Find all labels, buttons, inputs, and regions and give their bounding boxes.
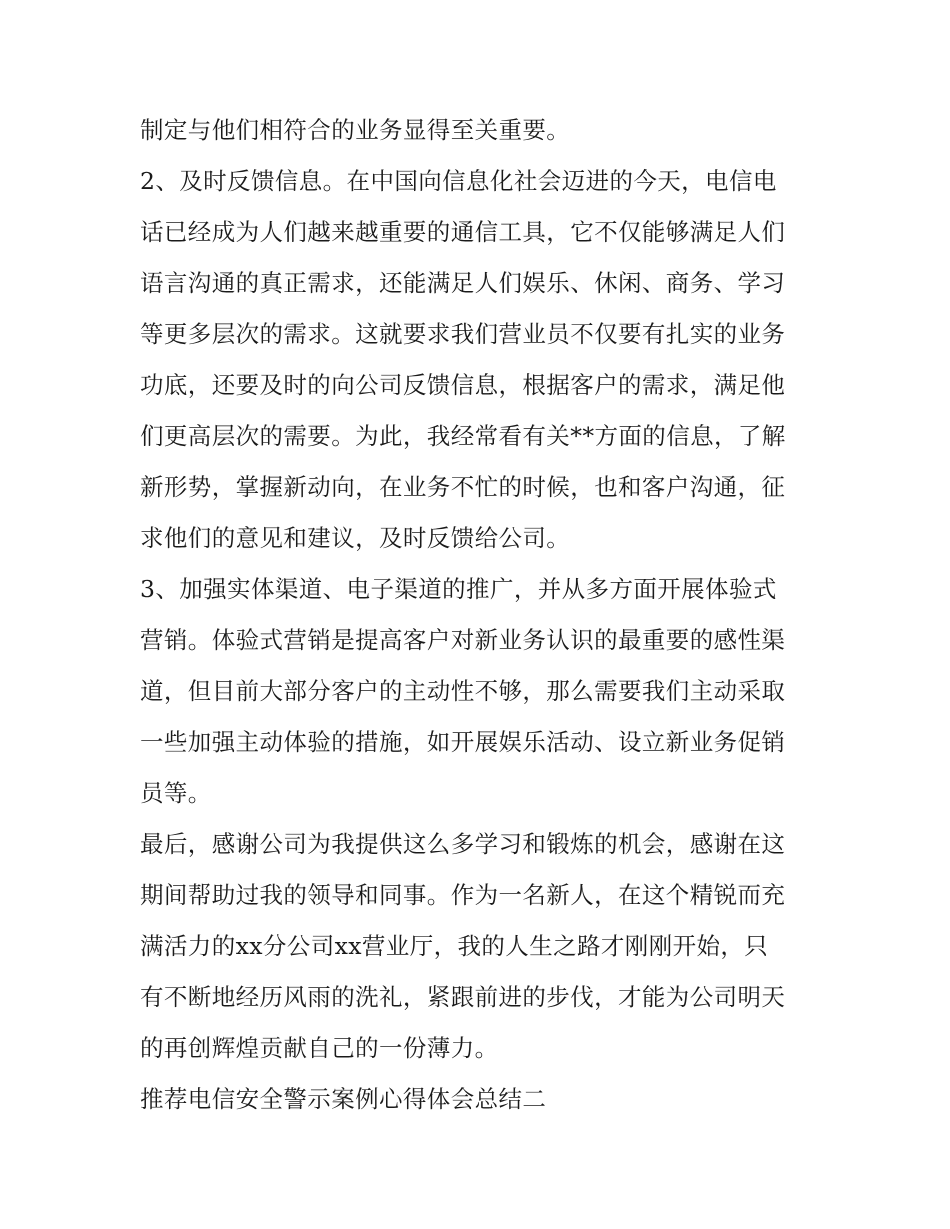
text-line: 语言沟通的真正需求，还能满足人们娱乐、休闲、商务、学习 <box>140 269 786 297</box>
section-heading: 推荐电信安全警示案例心得体会总结二 <box>140 1085 547 1113</box>
text-line: 的再创辉煌贡献自己的一份薄力。 <box>140 1034 499 1062</box>
text-line: 一些加强主动体验的措施，如开展娱乐活动、设立新业务促销 <box>140 728 786 756</box>
text-line: 期间帮助过我的领导和同事。作为一名新人，在这个精锐而充 <box>140 881 786 909</box>
text-line: 道，但目前大部分客户的主动性不够，那么需要我们主动采取 <box>140 677 786 705</box>
text-line: 制定与他们相符合的业务显得至关重要。 <box>140 116 571 144</box>
text-line: 等更多层次的需求。这就要求我们营业员不仅要有扎实的业务 <box>140 320 786 348</box>
text-line: 有不断地经历风雨的洗礼，紧跟前进的步伐，才能为公司明天 <box>140 983 786 1011</box>
text-line: 们更高层次的需要。为此，我经常看有关**方面的信息，了解 <box>140 422 786 450</box>
text-line: 员等。 <box>140 779 212 807</box>
text-line: 满活力的xx分公司xx营业厅，我的人生之路才刚刚开始，只 <box>140 932 769 960</box>
text-line: 营销。体验式营销是提高客户对新业务认识的最重要的感性渠 <box>140 626 786 654</box>
text-line: 功底，还要及时的向公司反馈信息，根据客户的需求，满足他 <box>140 371 786 399</box>
text-line: 最后，感谢公司为我提供这么多学习和锻炼的机会，感谢在这 <box>140 830 786 858</box>
document-body <box>140 105 820 1125</box>
text-line: 2、及时反馈信息。在中国向信息化社会迈进的今天，电信电 <box>140 167 777 195</box>
text-line: 新形势，掌握新动向，在业务不忙的时候，也和客户沟通，征 <box>140 473 786 501</box>
text-line: 话已经成为人们越来越重要的通信工具，它不仅能够满足人们 <box>140 218 786 246</box>
text-line: 求他们的意见和建议，及时反馈给公司。 <box>140 524 571 552</box>
text-line: 3、加强实体渠道、电子渠道的推广，并从多方面开展体验式 <box>140 575 777 603</box>
